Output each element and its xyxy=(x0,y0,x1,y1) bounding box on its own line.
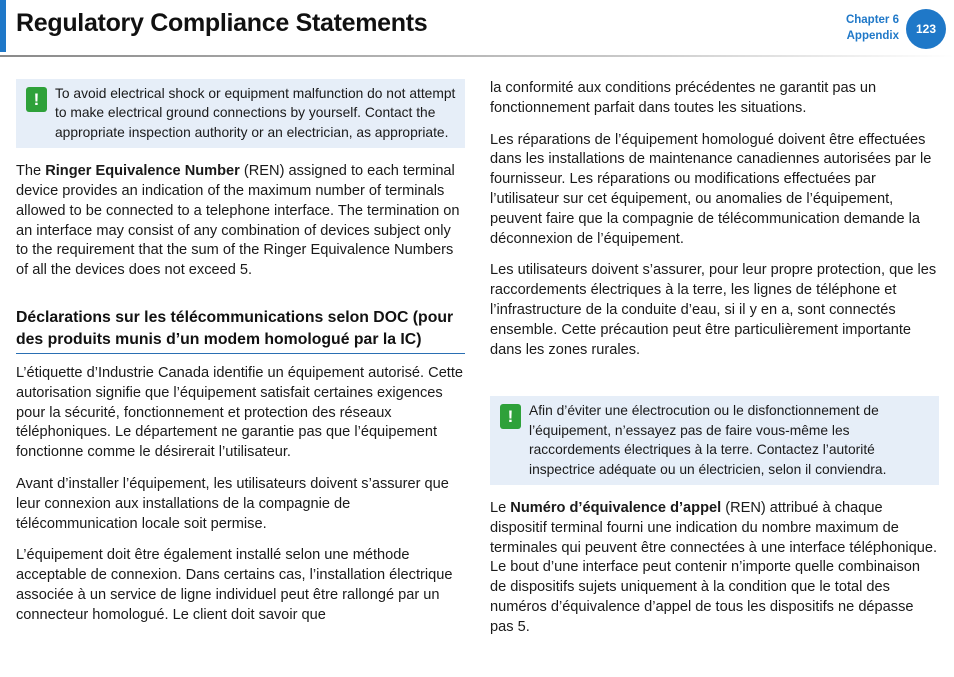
body-paragraph: Les utilisateurs doivent s’assurer, pour leur propre protection, que les raccordements électriques à la terre, les lignes de téléphone et l’infrastructure de la conduite d’eau, si il y en a, sont connectés ensemble. Cette précaution peut être particulièrement importante dans les zones rurales. xyxy=(490,262,937,358)
header-accent-bar xyxy=(0,0,6,52)
page-title: Regulatory Compliance Statements xyxy=(16,9,428,37)
ren-prefix: Le xyxy=(490,499,511,516)
ren-prefix: The xyxy=(16,163,46,180)
section-label: Appendix xyxy=(846,30,899,42)
warning-note-box xyxy=(490,396,939,485)
page-number-badge: 123 xyxy=(906,9,946,49)
body-paragraph: Avant d’installer l’équipement, les utilisateurs doivent s’assurer que leur connexion aux installations de la compagnie de télécommunication locale soit permise. xyxy=(16,475,449,532)
chapter-info xyxy=(846,12,899,44)
body-paragraph: Les réparations de l’équipement homologué doivent être effectuées dans les installations de maintenance canadiennes autorisées par le fournisseur. Les réparations ou modifications effectuées par l’utilisateur sur cet équipement, ou anomalies de l’équipement, peuvent faire que la compagnie de télécommunication demande la déconnexion de l’équipement. xyxy=(490,131,932,247)
section-heading: Déclarations sur les télécommunications selon DOC (pour des produits munis d’un modem homologué par la IC) xyxy=(16,307,465,354)
header-divider xyxy=(0,55,954,57)
warning-note-text: To avoid electrical shock or equipment malfunction do not attempt to make electrical ground connections by yourself. Contact the appropriate inspection authority or an electrician, as appropriate. xyxy=(55,86,456,140)
chapter-label: Chapter 6 xyxy=(845,14,899,26)
exclamation-icon: ! xyxy=(500,404,521,429)
body-paragraph: L’équipement doit être également installé selon une méthode acceptable de connexion. Dans certains cas, l’installation électrique associée à un service de ligne individuel peut être rallongé par un connecteur homologué. Le client doit savoir que xyxy=(16,547,453,623)
ren-description: (REN) attribué à chaque dispositif terminal fourni une indication du nombre maximum de terminales qui peuvent être connectées à une interface téléphonique. Le bout d’une interface peut contenir n’importe quelle combinaison de dispositifs sujets uniquement à la condition que le total des numéros d’équivalence d’appel de tous les dispositifs ne dépasse pas 5. xyxy=(490,499,938,635)
body-paragraph: L’étiquette d’Industrie Canada identifie un équipement autorisé. Cette autorisation signifie que l’équipement satisfait certaines exigences pour la sécurité, fonctionnement et protection des réseaux téléphoniques. Le département ne garantie pas que l’équipement fonctionne comme le désirerait l’utilisateur. xyxy=(16,365,464,461)
warning-note-text: Afin d’éviter une électrocution ou le disfonctionnement de l’équipement, n’essayez pas de faire vous-même les raccordements électriques à la terre. Contactez l’autorité inspectrice adéquate ou un électricien, selon il conviendra. xyxy=(529,403,887,477)
right-column xyxy=(490,79,939,650)
exclamation-icon: ! xyxy=(26,87,47,112)
ren-paragraph xyxy=(16,162,465,281)
ren-term: Ringer Equivalence Number xyxy=(45,163,240,180)
body-paragraph: la conformité aux conditions précédentes ne garantit pas un fonctionnement parfait dans toutes les situations. xyxy=(490,80,877,116)
ren-description: (REN) assigned to each terminal device provides an indication of the maximum number of terminals allowed to be connected to a telephone interface. The termination on an interface may consist of any combination of devices subject only to the requirement that the sum of the Ringer Equivalence Numbers of all the devices does not exceed 5. xyxy=(16,163,460,279)
ren-term: Numéro d’équivalence d’appel xyxy=(510,499,722,516)
ren-paragraph-fr xyxy=(490,499,939,638)
warning-note-box xyxy=(16,79,465,148)
left-column xyxy=(16,79,465,638)
